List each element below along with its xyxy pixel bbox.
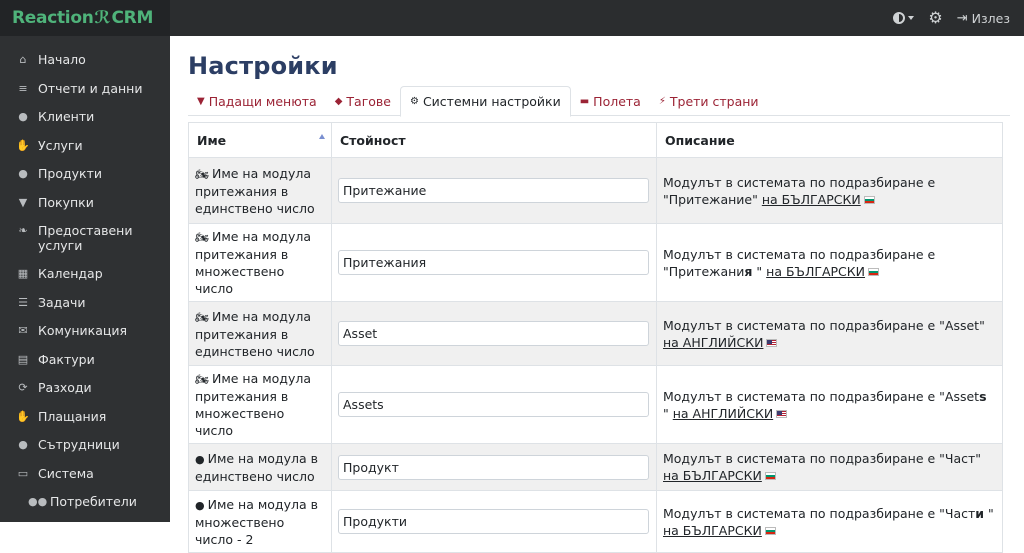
setting-value-input[interactable] — [338, 178, 649, 203]
setting-value-cell — [332, 158, 657, 224]
setting-name: Име на модула притежания в множествено число — [195, 371, 311, 438]
sidebar-item-label: Продукти — [38, 166, 102, 181]
column-header-description: Описание — [657, 123, 1003, 158]
setting-name: Име на модула притежания в единствено число — [195, 165, 315, 216]
description-highlight: s — [979, 388, 987, 404]
users-icon: ●● — [28, 495, 48, 508]
tab-label: Тагове — [346, 93, 391, 109]
setting-value-cell — [332, 491, 657, 553]
brand-name-left: Reaction — [12, 8, 94, 28]
language-link-label: на БЪЛГАРСКИ — [663, 522, 762, 538]
table-row — [189, 491, 1003, 553]
setting-name: Име на модула в единствено число — [195, 450, 318, 484]
sidebar-item-payment[interactable] — [0, 403, 170, 432]
motorcycle-icon: 🏍 — [195, 310, 209, 324]
home-icon: ⌂ — [19, 53, 27, 66]
payment-icon: ✋ — [16, 409, 30, 423]
logout-label: Излез — [971, 10, 1010, 26]
sidebar-item-label: Плащания — [38, 408, 107, 424]
description-text: Модулът в системата по подразбиране е "Asset" — [663, 317, 985, 333]
sidebar-item-users[interactable] — [0, 488, 170, 517]
sidebar-item-label: Задачи — [38, 294, 86, 310]
tab-tags[interactable] — [326, 86, 400, 116]
tab-caret-down[interactable] — [188, 86, 326, 116]
language-link[interactable] — [663, 468, 762, 483]
us-flag-icon — [776, 410, 787, 418]
calendar-icon: ▦ — [17, 267, 29, 280]
description-text: Модулът в системата по подразбиране е "Притежани — [663, 246, 936, 279]
expenses-icon: ⟳ — [18, 381, 28, 394]
settings-tabs — [188, 86, 1010, 116]
setting-name-cell — [189, 158, 332, 224]
setting-value-input[interactable] — [338, 455, 649, 480]
page-title: Настройки — [188, 52, 338, 80]
settings-table — [188, 122, 1003, 553]
setting-name-cell — [189, 302, 332, 366]
language-link-label: на БЪЛГАРСКИ — [761, 191, 861, 207]
setting-name-cell — [189, 366, 332, 444]
desktop-icon: ▭ — [17, 466, 29, 480]
sidebar-item-tasks[interactable] — [0, 289, 170, 318]
collaborator-icon: ● — [18, 438, 28, 451]
sidebar-item-home[interactable] — [0, 46, 170, 75]
description-text: Модулът в системата по подразбиране е "Част — [663, 505, 976, 521]
description-text: Модулът в системата по подразбиране е "Част" — [663, 451, 982, 466]
sidebar-item-hands[interactable] — [0, 217, 170, 260]
table-row — [189, 366, 1003, 444]
sidebar-item-label: Предоставени услуги — [38, 223, 133, 253]
cookie-icon: ● — [195, 498, 205, 512]
theme-toggle-button[interactable] — [893, 12, 914, 24]
setting-value-input[interactable] — [338, 509, 649, 534]
setting-value-cell — [332, 302, 657, 366]
cart-icon: ▼ — [18, 195, 28, 209]
setting-value-input[interactable] — [338, 392, 649, 417]
cogs-icon: ⚙ — [409, 96, 419, 107]
hands-icon: ❧ — [18, 224, 28, 237]
sidebar-item-label: Комуникация — [38, 323, 128, 338]
description-text-suffix: " — [752, 263, 763, 279]
language-link-label: на АНГЛИЙСКИ — [663, 334, 764, 350]
tab-fields[interactable] — [571, 86, 650, 116]
setting-description-cell — [657, 444, 1003, 491]
description-text-suffix: " — [663, 405, 669, 421]
description-highlight: я — [744, 263, 753, 279]
sidebar-item-label: Календар — [38, 266, 103, 281]
sort-asc-icon[interactable] — [319, 134, 325, 139]
sidebar-item-label: Услуги — [38, 137, 83, 153]
sidebar-item-label: Отчети и данни — [38, 80, 143, 96]
language-link[interactable] — [663, 335, 763, 350]
tab-label: Системни настройки — [422, 94, 561, 109]
sidebar — [0, 36, 170, 522]
brand-name-right: CRM — [111, 8, 154, 28]
sidebar-item-cookie[interactable] — [0, 160, 170, 189]
tab-label: Полета — [593, 93, 641, 109]
sign-out-icon: ⇥ — [956, 10, 968, 26]
cookie-icon: ● — [18, 167, 28, 180]
column-header-value: Стойност — [332, 123, 657, 158]
cookie-icon: ● — [195, 452, 205, 466]
motorcycle-icon: 🏍 — [195, 167, 209, 181]
tab-label: Трети страни — [669, 93, 759, 109]
sidebar-item-comments[interactable] — [0, 317, 170, 346]
language-link[interactable] — [673, 406, 773, 421]
sidebar-item-desktop[interactable] — [0, 460, 170, 489]
description-text: Модулът в системата по подразбиране е "Asset — [663, 388, 980, 404]
setting-name-cell — [189, 491, 332, 553]
chevron-down-icon — [908, 16, 914, 20]
setting-value-input[interactable] — [338, 250, 649, 275]
sidebar-item-label: Потребители — [50, 494, 137, 509]
setting-name: Име на модула в множествено число - 2 — [195, 496, 318, 547]
sidebar-item-expenses[interactable] — [0, 374, 170, 403]
language-link-label: на БЪЛГАРСКИ — [663, 468, 762, 483]
bg-flag-icon — [765, 472, 776, 480]
user-icon: ● — [18, 110, 28, 123]
sidebar-item-label: Фактури — [38, 351, 95, 367]
fields-icon: ▬ — [579, 95, 590, 107]
setting-value-cell — [332, 366, 657, 444]
sidebar-item-invoice[interactable] — [0, 346, 170, 375]
motorcycle-icon: 🏍 — [195, 231, 209, 244]
setting-description-cell — [657, 366, 1003, 444]
caret-down-icon: ▼ — [197, 95, 205, 107]
language-link[interactable] — [766, 264, 865, 279]
language-link-label: на БЪЛГАРСКИ — [766, 263, 866, 279]
setting-name: Име на модула притежания в единствено число — [195, 308, 315, 359]
setting-description-cell — [657, 224, 1003, 302]
plug-icon: ⚡ — [658, 95, 666, 107]
language-link[interactable] — [663, 523, 762, 538]
tasks-icon: ☰ — [18, 295, 28, 309]
setting-description-cell — [657, 302, 1003, 366]
comments-icon: ✉ — [18, 324, 28, 337]
sidebar-item-hand[interactable] — [0, 132, 170, 161]
column-header-name-label: Име — [197, 132, 227, 148]
us-flag-icon — [766, 339, 777, 347]
table-row — [189, 158, 1003, 224]
setting-name-cell — [189, 224, 332, 302]
sidebar-item-cart[interactable] — [0, 189, 170, 218]
table-row — [189, 224, 1003, 302]
top-navbar — [0, 0, 1024, 36]
setting-name-cell — [189, 444, 332, 491]
sidebar-item-database[interactable] — [0, 75, 170, 104]
tab-cogs[interactable] — [400, 86, 571, 117]
bg-flag-icon — [765, 527, 776, 535]
table-header-row — [189, 123, 1003, 158]
sidebar-item-user[interactable] — [0, 103, 170, 132]
bg-flag-icon — [864, 196, 875, 204]
description-highlight: и — [975, 505, 985, 521]
logout-button[interactable] — [957, 11, 1010, 26]
settings-table-wrapper — [188, 122, 1002, 553]
sidebar-item-label: Разходи — [38, 380, 92, 395]
tab-plug[interactable] — [650, 86, 768, 116]
brand-runner-icon: ℛ — [94, 8, 111, 28]
tab-label: Падащи менюта — [208, 93, 317, 109]
hand-icon: ✋ — [16, 138, 30, 152]
sidebar-item-label: Система — [38, 465, 94, 481]
sidebar-item-label: Покупки — [38, 194, 94, 210]
tags-icon: ◆ — [334, 95, 343, 107]
setting-value-cell — [332, 224, 657, 302]
bg-flag-icon — [868, 268, 879, 276]
sidebar-item-label: Сътрудници — [38, 437, 120, 452]
setting-name: Име на модула притежания в множествено число — [195, 229, 311, 296]
description-text: Модулът в системата по подразбиране е "Притежание" — [663, 174, 936, 207]
setting-value-cell — [332, 444, 657, 491]
language-link-label: на АНГЛИЙСКИ — [672, 405, 774, 421]
gear-icon[interactable]: ⚙ — [928, 8, 943, 27]
database-icon: ≡ — [18, 81, 28, 95]
setting-value-input[interactable] — [338, 321, 649, 346]
language-link[interactable] — [762, 192, 861, 207]
table-row — [189, 444, 1003, 491]
sidebar-item-collaborator[interactable] — [0, 431, 170, 460]
setting-description-cell — [657, 491, 1003, 553]
table-row — [189, 302, 1003, 366]
invoice-icon: ▤ — [17, 352, 29, 366]
column-header-name[interactable] — [189, 123, 332, 158]
brand-logo[interactable] — [0, 0, 170, 36]
setting-description-cell — [657, 158, 1003, 224]
sidebar-item-calendar[interactable] — [0, 260, 170, 289]
sidebar-item-label: Начало — [38, 52, 86, 67]
main-content — [170, 36, 1024, 547]
sidebar-item-label: Клиенти — [38, 109, 95, 124]
contrast-icon — [893, 12, 905, 24]
motorcycle-icon: 🏍 — [195, 373, 209, 386]
description-text-suffix: " — [984, 505, 994, 521]
